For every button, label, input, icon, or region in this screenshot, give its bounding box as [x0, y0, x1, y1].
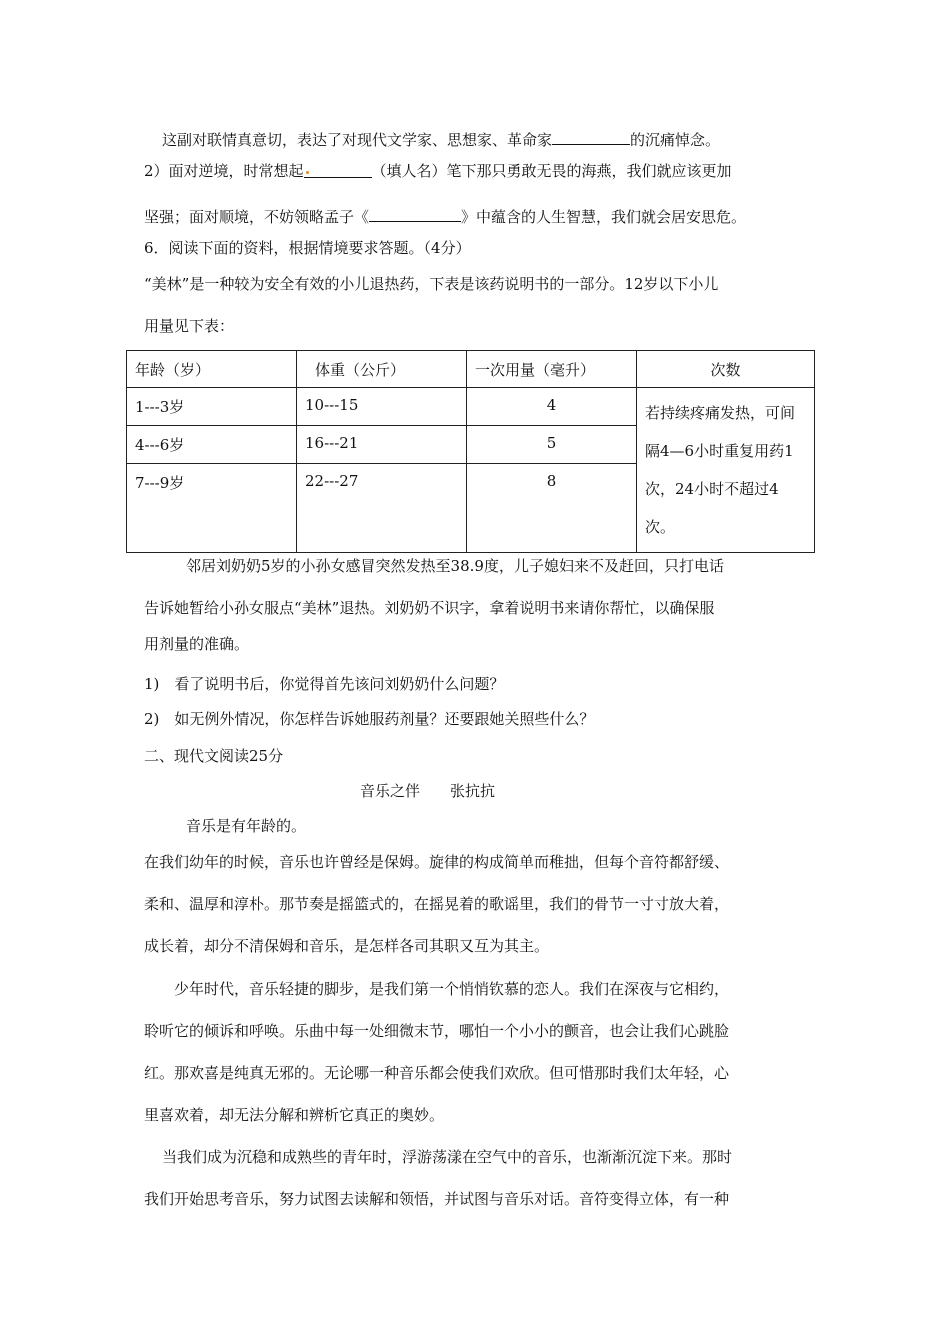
mark-dot — [306, 171, 309, 174]
cell-dose: 4 — [546, 396, 557, 414]
text-fragment: 这副对联情真意切，表达了对现代文学家、思想家、革命家 — [162, 131, 553, 149]
answer-blank[interactable] — [369, 205, 461, 222]
text-fragment: 的沉痛悼念。 — [630, 131, 721, 149]
answer-blank[interactable] — [552, 128, 630, 145]
cell-weight: 10---15 — [305, 396, 359, 414]
table-header-row — [127, 351, 815, 388]
header-dose: 一次用量（毫升） — [475, 361, 596, 379]
header-age: 年龄（岁） — [135, 361, 211, 379]
story-line-3: 用剂量的准确。 — [144, 635, 250, 653]
section-heading: 二、现代文阅读25分 — [144, 747, 284, 765]
intro-line-1: “美林”是一种较为安全有效的小儿退热药，下表是该药说明书的一部分。12岁以下小儿 — [144, 275, 719, 293]
couplet-line — [162, 128, 720, 150]
paragraph-1: 音乐是有年龄的。 — [186, 817, 307, 835]
text-fragment: 》中蕴含的人生智慧，我们就会居安思危。 — [461, 208, 747, 226]
paragraph-3-line: 里喜欢着，却无法分解和辨析它真正的奥妙。 — [144, 1106, 445, 1124]
question-6-heading: 6．阅读下面的资料，根据情境要求答题。（4分） — [144, 239, 471, 257]
cell-age: 4---6岁 — [135, 436, 185, 454]
cell-frequency: 若持续疼痛发热，可间隔4—6小时重复用药1次，24小时不超过4次。 — [645, 404, 796, 536]
paragraph-2-line: 在我们幼年的时候，音乐也许曾经是保姆。旋律的构成简单而稚拙，但每个音符都舒缓、 — [144, 853, 730, 871]
answer-blank[interactable] — [304, 161, 372, 178]
text-fragment: （填人名）笔下那只勇敢无畏的海燕，我们就应该更加 — [371, 162, 732, 180]
cell-weight: 16---21 — [305, 434, 359, 452]
table-row — [127, 388, 815, 426]
cell-age: 1---3岁 — [135, 398, 185, 416]
paragraph-2-line: 成长着，却分不清保姆和音乐，是怎样各司其职又互为其主。 — [144, 937, 550, 955]
paragraph-3-line: 红。那欢喜是纯真无邪的。无论哪一种音乐都会使我们欢欣。但可惜那时我们太年轻，心 — [144, 1064, 730, 1082]
dosage-table — [126, 350, 815, 553]
question-2-line — [144, 161, 732, 181]
paragraph-4-line: 当我们成为沉稳和成熟些的青年时，浮游荡漾在空气中的音乐，也渐渐沉淀下来。那时 — [162, 1148, 733, 1166]
story-line-1: 邻居刘奶奶5岁的小孙女感冒突然发热至38.9度，儿子媳妇来不及赶回，只打电话 — [186, 557, 724, 575]
paragraph-4-line: 我们开始思考音乐，努力试图去读解和领悟，并试图与音乐对话。音符变得立体，有一种 — [144, 1190, 730, 1208]
story-line-2: 告诉她暂给小孙女服点“美林”退热。刘奶奶不识字，拿着说明书来请你帮忙，以确保服 — [144, 599, 715, 617]
question-2-line-2 — [144, 205, 746, 227]
text-fragment: 坚强；面对顺境，不妨领略孟子《 — [144, 208, 370, 226]
cell-age: 7---9岁 — [135, 474, 185, 492]
cell-dose: 8 — [546, 472, 557, 490]
paragraph-3-line: 少年时代，音乐轻捷的脚步，是我们第一个悄悄钦慕的恋人。我们在深夜与它相约， — [174, 980, 730, 998]
paragraph-3-line: 聆听它的倾诉和呼唤。乐曲中每一处细微末节，哪怕一个小小的颤音，也会让我们心跳脸 — [144, 1022, 730, 1040]
intro-line-2: 用量见下表： — [144, 317, 235, 335]
paragraph-2-line: 柔和、温厚和淳朴。那节奏是摇篮式的，在摇晃着的歌谣里，我们的骨节一寸寸放大着， — [144, 895, 730, 913]
sub-question-1: 1) 看了说明书后，你觉得首先该问刘奶奶什么问题？ — [144, 675, 505, 693]
cell-weight: 22---27 — [305, 472, 359, 490]
header-frequency: 次数 — [710, 361, 741, 379]
header-weight: 体重（公斤） — [315, 361, 406, 379]
article-title: 音乐之伴 张抗抗 — [360, 782, 496, 800]
text-fragment: 2）面对逆境，时常想起 — [144, 162, 304, 180]
cell-dose: 5 — [546, 434, 557, 452]
sub-question-2: 2) 如无例外情况，你怎样告诉她服药剂量？还要跟她关照些什么？ — [144, 710, 595, 728]
